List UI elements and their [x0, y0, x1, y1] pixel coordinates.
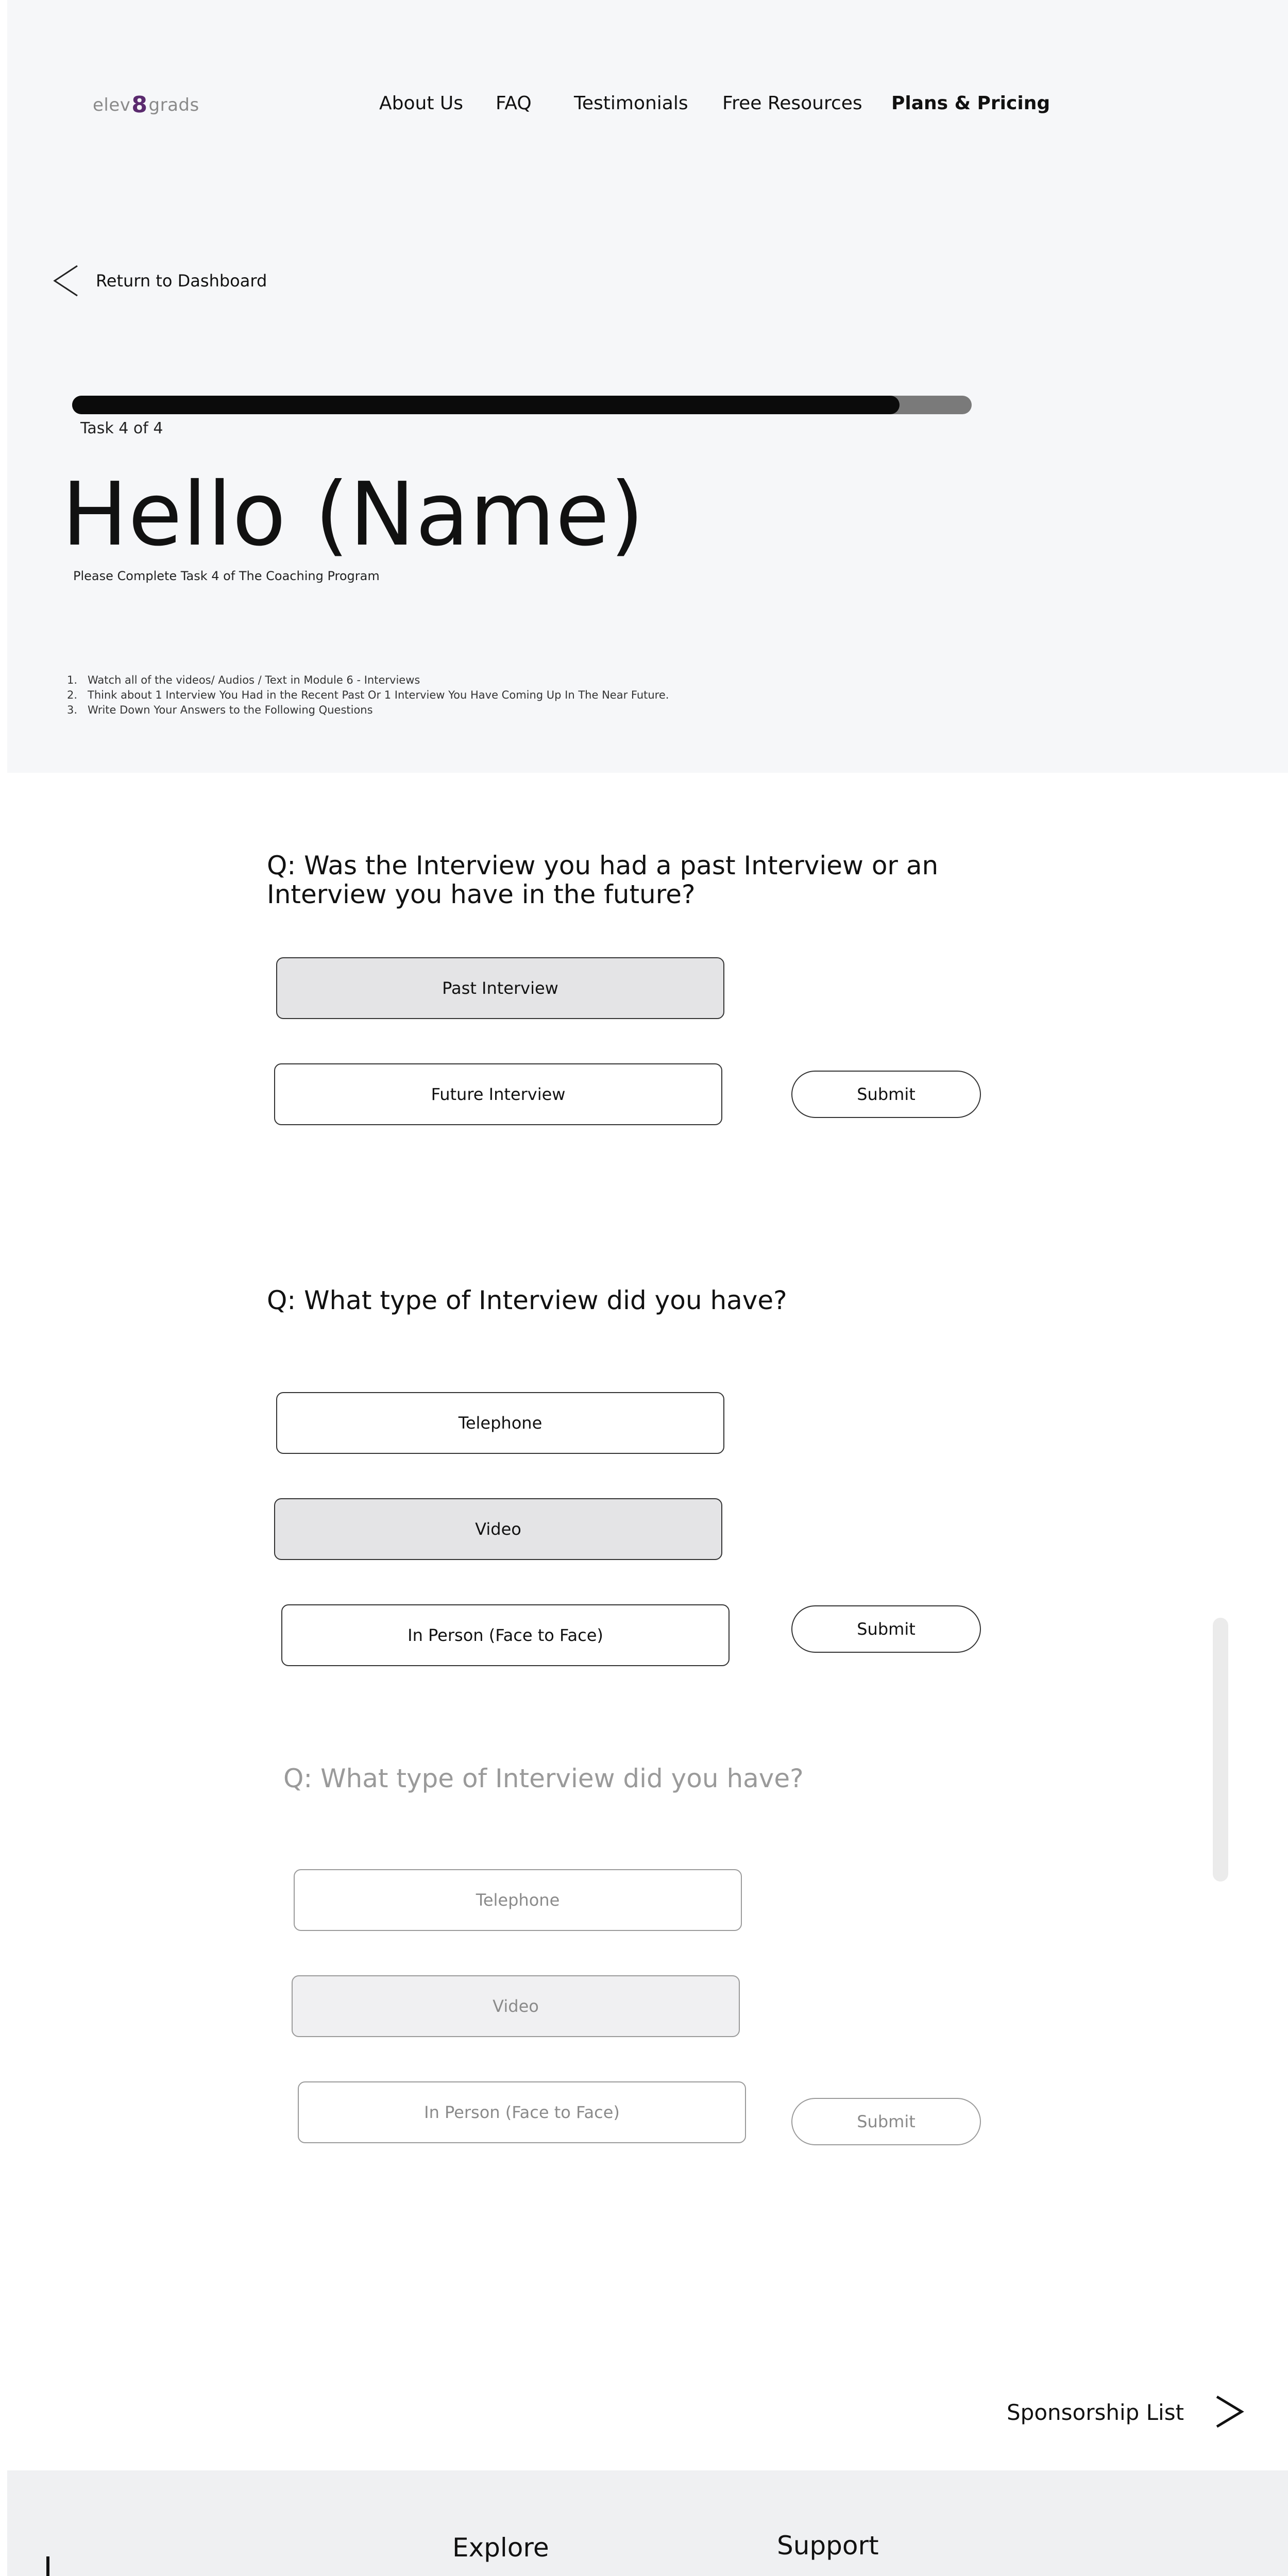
progress-fill: [72, 396, 900, 414]
page-subtitle: Please Complete Task 4 of The Coaching Program: [73, 569, 380, 583]
task-counter: Task 4 of 4: [80, 419, 163, 437]
chevron-left-icon: [52, 264, 80, 298]
tagline-divider: [46, 2556, 49, 2576]
option-telephone[interactable]: Telephone: [294, 1869, 742, 1931]
nav-plans-pricing[interactable]: Plans & Pricing: [891, 93, 1050, 114]
scrollbar[interactable]: [1213, 1618, 1228, 1882]
logo-text-right: grads: [148, 94, 199, 115]
instruction-item: 2. Think about 1 Interview You Had in the Recent Past Or 1 Interview You Have Coming Up In The Near Future.: [67, 689, 669, 701]
return-to-dashboard-label: Return to Dashboard: [96, 271, 267, 291]
footer-support-heading: Support: [777, 2531, 879, 2561]
option-video[interactable]: Video: [274, 1498, 722, 1560]
footer: [7, 2470, 1288, 2576]
logo[interactable]: [93, 92, 199, 118]
question-text: Q: What type of Interview did you have?: [283, 1764, 804, 1793]
return-to-dashboard-link[interactable]: [52, 264, 267, 298]
submit-button[interactable]: Submit: [791, 1605, 981, 1653]
question-text: Q: What type of Interview did you have?: [267, 1285, 787, 1315]
option-future-interview[interactable]: Future Interview: [274, 1063, 722, 1125]
option-video[interactable]: Video: [292, 1975, 740, 2037]
submit-button[interactable]: Submit: [791, 1071, 981, 1118]
nav-faq[interactable]: FAQ: [496, 93, 532, 114]
nav-testimonials[interactable]: Testimonials: [574, 93, 688, 114]
question-text: Q: Was the Interview you had a past Interview or an Interview you have in the future?: [267, 851, 939, 909]
sponsorship-list-link[interactable]: Sponsorship List: [1007, 2400, 1184, 2425]
chevron-right-icon[interactable]: [1214, 2394, 1245, 2430]
instruction-item: 1. Watch all of the videos/ Audios / Text in Module 6 - Interviews: [67, 674, 420, 686]
submit-button[interactable]: Submit: [791, 2098, 981, 2145]
instructions-list: [67, 673, 669, 718]
option-in-person[interactable]: In Person (Face to Face): [281, 1604, 730, 1666]
hero-section: [7, 0, 1288, 773]
logo-text-left: elev: [93, 94, 131, 115]
option-telephone[interactable]: Telephone: [276, 1392, 724, 1454]
logo-eight: 8: [131, 92, 148, 118]
nav-about-us[interactable]: About Us: [379, 93, 463, 114]
footer-explore-heading: Explore: [452, 2533, 549, 2563]
option-in-person[interactable]: In Person (Face to Face): [298, 2081, 746, 2143]
option-past-interview[interactable]: Past Interview: [276, 957, 724, 1019]
nav-free-resources[interactable]: Free Resources: [722, 93, 862, 114]
page-title: Hello (Name): [62, 464, 645, 566]
instruction-item: 3. Write Down Your Answers to the Following Questions: [67, 704, 373, 716]
